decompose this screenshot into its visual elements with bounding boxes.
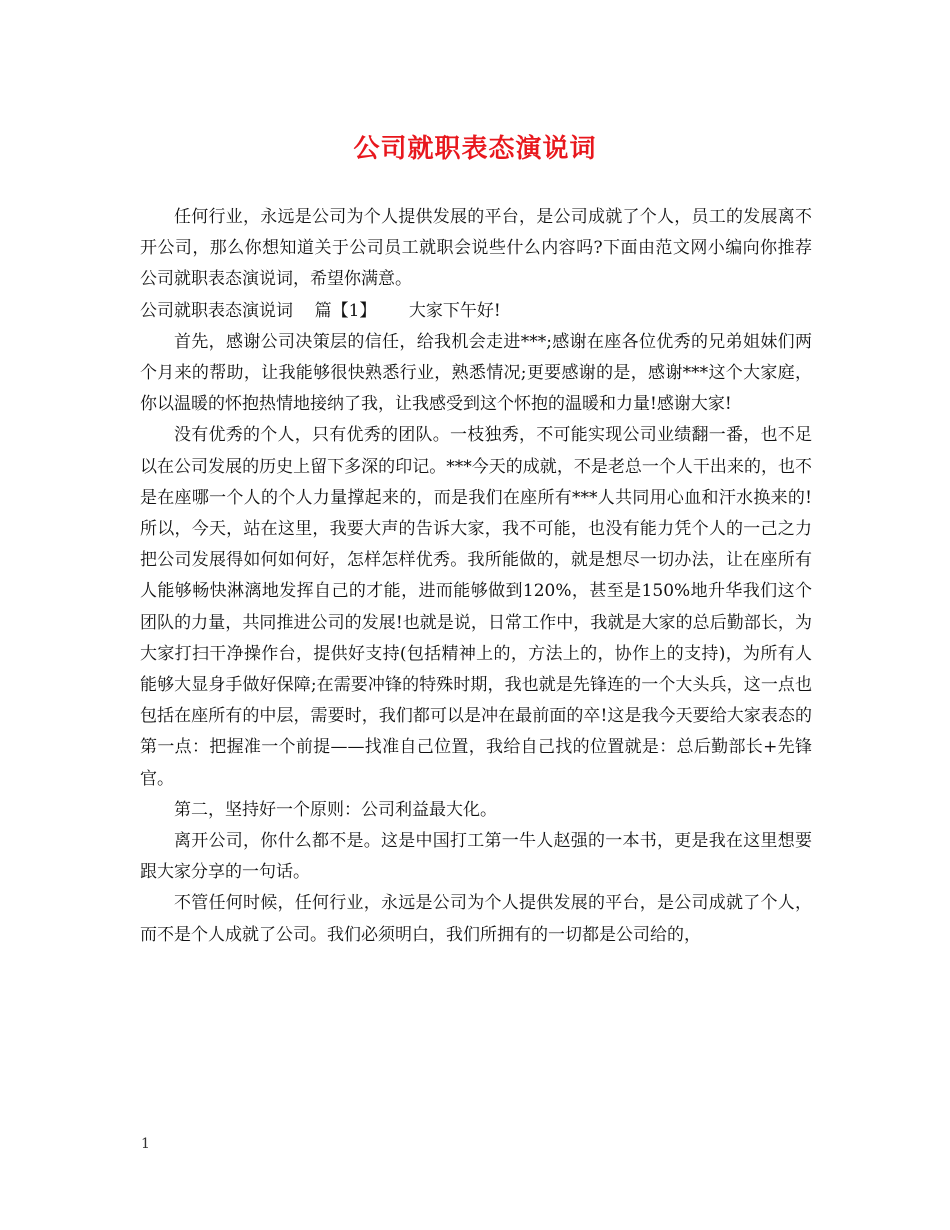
body-paragraph-5: 不管任何时候，任何行业，永远是公司为个人提供发展的平台，是公司成就了个人，而不是个人成就了公司。我们必须明白，我们所拥有的一切都是公司给的， — [140, 893, 812, 945]
body-paragraph-4: 离开公司，你什么都不是。这是中国打工第一牛人赵强的一本书，更是我在这里想要跟大家分享的一句话。 — [140, 831, 812, 883]
section-heading: 公司就职表态演说词 篇【1】 大家下午好! — [140, 300, 501, 321]
body-paragraph-2: 没有优秀的个人，只有优秀的团队。一枝独秀，不可能实现公司业绩翻一番，也不足以在公司发展的历史上留下多深的印记。***今天的成就，不是老总一个人干出来的，也不是在座哪一个人的个人力量撑起来的，而是我们在座所有***人共同用心血和汗水换来的!所以，今天，站在这里，我要大声的告诉大家，我不可能，也没有能力凭个人的一己之力把公司发展得如何如何好，怎样怎样优秀。我所能做的，就是想尽一切办法，让在座所有人能够畅快淋漓地发挥自己的才能，进而能够做到120%，甚至是150%地升华我们这个团队的力量，共同推进公司的发展!也就是说，日常工作中，我就是大家的总后勤部长，为大家打扫干净操作台，提供好支持(包括精神上的，方法上的，协作上的支持)，为所有人能够大显身手做好保障;在需要冲锋的特殊时期，我也就是先锋连的一个大头兵，这一点也包括在座所有的中层，需要时，我们都可以是冲在最前面的卒!这是我今天要给大家表态的第一点：把握准一个前提——找准自己位置，我给自己找的位置就是：总后勤部长+先锋官。 — [140, 425, 812, 789]
page-number: 1 — [141, 1136, 150, 1152]
body-paragraph-1: 首先，感谢公司决策层的信任，给我机会走进***;感谢在座各位优秀的兄弟姐妹们两个月来的帮助，让我能够很快熟悉行业，熟悉情况;更要感谢的是，感谢***这个大家庭，你以温暖的怀抱热情地接纳了我，让我感受到这个怀抱的温暖和力量!感谢大家! — [140, 331, 812, 415]
document-body — [140, 202, 812, 951]
intro-paragraph: 任何行业，永远是公司为个人提供发展的平台，是公司成就了个人，员工的发展离不开公司，那么你想知道关于公司员工就职会说些什么内容吗?下面由范文网小编向你推荐公司就职表态演说词，希望你满意。 — [140, 207, 812, 290]
body-paragraph-3: 第二，坚持好一个原则：公司利益最大化。 — [174, 799, 497, 820]
page-title: 公司就职表态演说词 — [353, 134, 597, 164]
